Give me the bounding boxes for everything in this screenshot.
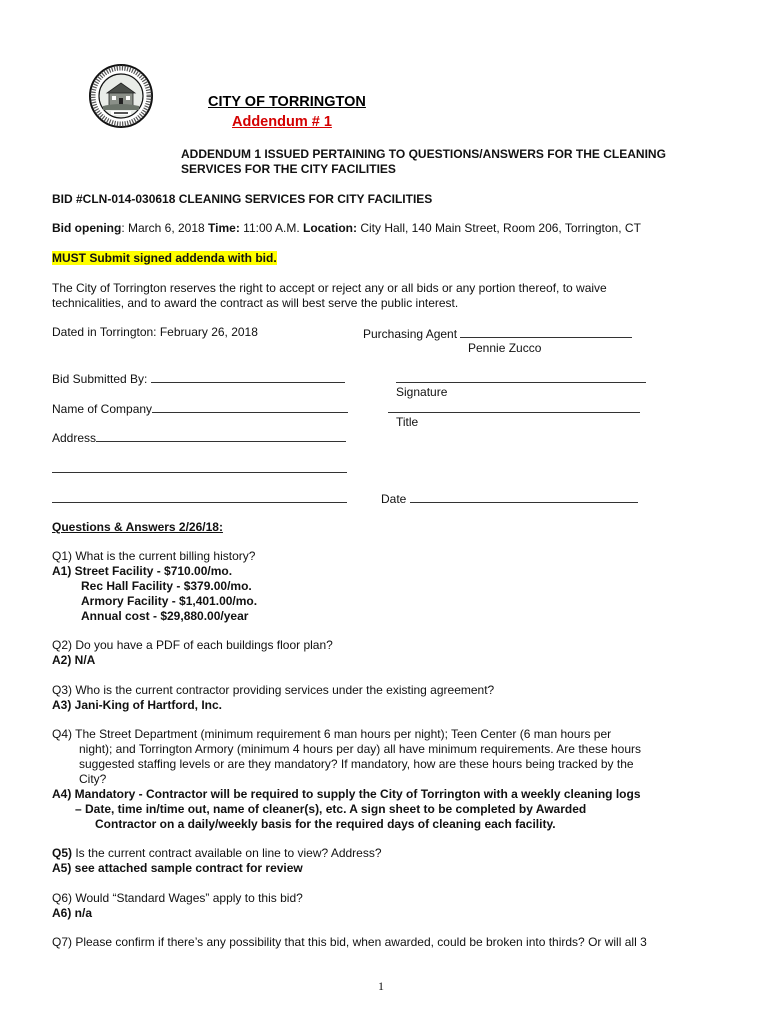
addendum-subtitle-line1: ADDENDUM 1 ISSUED PERTAINING TO QUESTIONS/ANSWERS FOR THE CLEANING	[181, 147, 666, 161]
answer-4-line2: – Date, time in/time out, name of cleaner(s), etc. A sign sheet to be completed by Awarded	[75, 802, 587, 816]
purchasing-agent-line	[460, 325, 632, 338]
must-submit-text: MUST Submit signed addenda with bid.	[52, 251, 277, 265]
city-title: CITY OF TORRINGTON	[208, 94, 366, 110]
dated-text: Dated in Torrington: February 26, 2018	[52, 325, 258, 339]
question-4-line4: City?	[79, 772, 107, 786]
date-line	[410, 490, 638, 503]
date-label: Date	[381, 492, 410, 506]
question-7: Q7) Please confirm if there’s any possibility that this bid, when awarded, could be broken into thirds? Or will all 3	[52, 935, 647, 949]
answer-1-line2: Rec Hall Facility - $379.00/mo.	[81, 579, 252, 593]
question-2: Q2) Do you have a PDF of each buildings floor plan?	[52, 638, 333, 652]
addendum-number: Addendum # 1	[232, 114, 332, 130]
answer-1-line1: A1) Street Facility - $710.00/mo.	[52, 564, 233, 578]
answer-6: A6) n/a	[52, 906, 93, 920]
purchasing-agent-label	[363, 325, 632, 341]
address-label: Address	[52, 431, 97, 445]
bid-opening-value: : March 6, 2018	[121, 221, 209, 235]
question-3: Q3) Who is the current contractor providing services under the existing agreement?	[52, 683, 495, 697]
signature-line	[396, 382, 646, 383]
must-submit-notice	[52, 251, 277, 265]
question-5-label: Q5)	[52, 846, 73, 860]
company-name-label: Name of Company	[52, 402, 153, 416]
bid-submitted-by-field	[52, 370, 345, 386]
title-line	[388, 412, 640, 413]
address-line-2	[52, 472, 347, 473]
address-line	[96, 429, 346, 442]
bid-opening-line	[52, 221, 641, 235]
answer-1-line3: Armory Facility - $1,401.00/mo.	[81, 594, 258, 608]
reserve-line2: technicalities, and to award the contract as will best serve the public interest.	[52, 296, 459, 310]
question-5-text: Is the current contract available on line to view? Address?	[72, 846, 382, 860]
bid-submitted-by-line	[151, 370, 345, 383]
purchasing-agent-text: Purchasing Agent	[363, 327, 461, 341]
title-label: Title	[396, 415, 419, 429]
question-4-line1: Q4) The Street Department (minimum requirement 6 man hours per night); Teen Center (6 man hours per	[52, 727, 612, 741]
company-name-field	[52, 400, 348, 416]
answer-4-line3: Contractor on a daily/weekly basis for the required days of cleaning each facility.	[95, 817, 556, 831]
signature-label: Signature	[396, 385, 448, 399]
reserve-line1: The City of Torrington reserves the right to accept or reject any or all bids or any portion thereof, to waive	[52, 281, 607, 295]
bid-title: BID #CLN-014-030618 CLEANING SERVICES FOR CITY FACILITIES	[52, 192, 433, 206]
question-1: Q1) What is the current billing history?	[52, 549, 256, 563]
question-4-line2: night); and Torrington Armory (minimum 4 hours per day) all have minimum requirements. Are these hours	[79, 742, 642, 756]
question-4-line3: suggested staffing levels or are they mandatory? If mandatory, how are these hours being tracked by the	[79, 757, 634, 771]
answer-5: A5) see attached sample contract for review	[52, 861, 303, 875]
answer-1-line4: Annual cost - $29,880.00/year	[81, 609, 249, 623]
bid-opening-label: Bid opening	[52, 221, 122, 235]
agent-name: Pennie Zucco	[468, 341, 542, 355]
qa-heading: Questions & Answers 2/26/18:	[52, 520, 223, 534]
answer-2: A2) N/A	[52, 653, 96, 667]
company-name-line	[152, 400, 348, 413]
page-number: 1	[378, 979, 384, 993]
answer-3: A3) Jani-King of Hartford, Inc.	[52, 698, 223, 712]
bid-submitted-by-label: Bid Submitted By:	[52, 372, 151, 386]
address-field	[52, 429, 346, 445]
date-field	[381, 490, 638, 506]
answer-4-line1: A4) Mandatory - Contractor will be required to supply the City of Torrington with a weekly cleaning logs	[52, 787, 641, 801]
address-line-3	[52, 502, 347, 503]
bid-time-label: Time:	[208, 221, 240, 235]
city-seal-logo	[89, 64, 153, 128]
bid-time-value: 11:00 A.M.	[239, 221, 303, 235]
addendum-subtitle-line2: SERVICES FOR THE CITY FACILITIES	[181, 162, 396, 176]
bid-location-value: City Hall, 140 Main Street, Room 206, Torrington, CT	[357, 221, 641, 235]
bid-location-label: Location:	[303, 221, 357, 235]
question-5	[52, 846, 382, 860]
question-6: Q6) Would “Standard Wages” apply to this bid?	[52, 891, 303, 905]
